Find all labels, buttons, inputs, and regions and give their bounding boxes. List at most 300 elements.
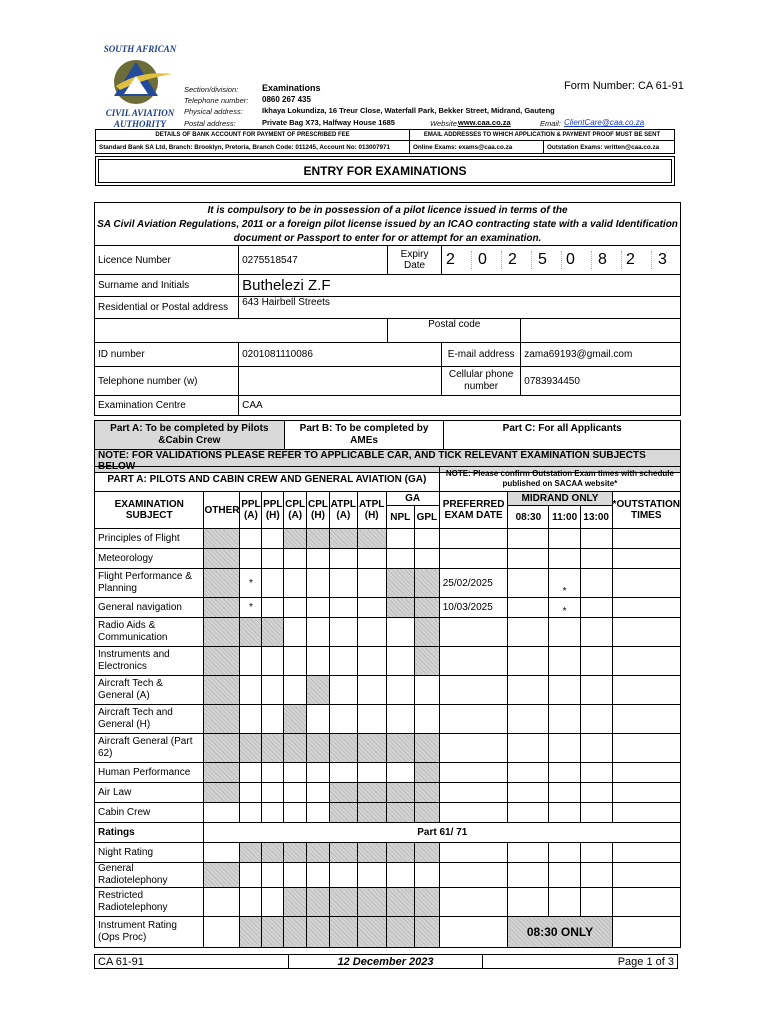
rating-cell[interactable] bbox=[415, 863, 440, 888]
subject-cell[interactable] bbox=[580, 549, 612, 569]
rating-cell[interactable] bbox=[357, 863, 386, 888]
subject-cell[interactable] bbox=[204, 734, 240, 763]
subject-cell[interactable] bbox=[580, 569, 612, 598]
rating-cell[interactable] bbox=[357, 843, 386, 863]
website-label: Website: bbox=[430, 119, 460, 128]
col-ppl-a: PPL (A) bbox=[240, 492, 262, 529]
rating-row bbox=[95, 888, 681, 917]
expiry-digit: 0 bbox=[562, 251, 592, 269]
subject-cell[interactable] bbox=[307, 705, 330, 734]
rating-cell[interactable] bbox=[508, 843, 549, 863]
time-1100-tick[interactable]: * bbox=[549, 569, 581, 598]
subject-cell[interactable] bbox=[580, 676, 612, 705]
subject-cell[interactable] bbox=[329, 647, 357, 676]
col-ppl-h: PPL (H) bbox=[262, 492, 284, 529]
rating-cell[interactable] bbox=[262, 843, 284, 863]
subject-cell[interactable] bbox=[307, 763, 330, 783]
subject-cell[interactable] bbox=[329, 763, 357, 783]
preferred-date[interactable] bbox=[439, 705, 508, 734]
subject-cell[interactable] bbox=[415, 705, 440, 734]
subject-cell[interactable] bbox=[284, 569, 307, 598]
expiry-label: Expiry Date bbox=[388, 246, 442, 275]
time-1100-tick[interactable]: * bbox=[549, 598, 581, 618]
subject-cell[interactable] bbox=[204, 598, 240, 618]
surname-field[interactable]: Buthelezi Z.F bbox=[239, 275, 681, 297]
col-gpl: GPL bbox=[415, 506, 440, 529]
subject-name: Flight Performance & Planning bbox=[95, 569, 204, 598]
subject-cell[interactable] bbox=[508, 618, 549, 647]
footer-page: Page 1 of 3 bbox=[483, 955, 678, 969]
ppl-a-tick[interactable] bbox=[240, 549, 262, 569]
subject-cell[interactable] bbox=[508, 734, 549, 763]
subject-cell[interactable] bbox=[262, 705, 284, 734]
rating-cell[interactable] bbox=[439, 863, 508, 888]
subject-cell[interactable] bbox=[307, 647, 330, 676]
intro-line-3: document or Passport to enter for or attempt for an examination. bbox=[233, 233, 542, 244]
subject-cell[interactable] bbox=[612, 549, 680, 569]
preferred-date[interactable]: 10/03/2025 bbox=[439, 598, 508, 618]
col-subject: EXAMINATION SUBJECT bbox=[95, 492, 204, 529]
address-line-2[interactable] bbox=[95, 319, 388, 343]
footer-form: CA 61-91 bbox=[95, 955, 289, 969]
rating-cell[interactable] bbox=[549, 888, 581, 917]
surname-label: Surname and Initials bbox=[95, 275, 239, 297]
subject-cell[interactable] bbox=[329, 734, 357, 763]
subject-cell[interactable] bbox=[612, 705, 680, 734]
postal-code-label: Postal code bbox=[388, 319, 521, 343]
subject-name: General navigation bbox=[95, 598, 204, 618]
ppl-a-tick[interactable] bbox=[240, 734, 262, 763]
rating-cell[interactable] bbox=[386, 888, 414, 917]
caa-logo bbox=[106, 56, 174, 108]
col-cpl-a: CPL (A) bbox=[284, 492, 307, 529]
rating-cell[interactable] bbox=[386, 917, 414, 948]
subject-cell[interactable] bbox=[612, 598, 680, 618]
rating-name: Instrument Rating (Ops Proc) bbox=[95, 917, 204, 948]
rating-cell[interactable] bbox=[549, 863, 581, 888]
cell-label: Cellular phone number bbox=[441, 367, 520, 396]
telephone-value: 0860 267 435 bbox=[262, 95, 311, 104]
rating-cell[interactable] bbox=[386, 843, 414, 863]
licence-label: Licence Number bbox=[95, 246, 239, 275]
col-time-1300: 13:00 bbox=[580, 506, 612, 529]
email-link[interactable]: ClientCare@caa.co.za bbox=[564, 118, 645, 127]
subject-cell[interactable] bbox=[357, 705, 386, 734]
address-field[interactable]: 643 Hairbell Streets bbox=[239, 297, 681, 319]
rating-cell[interactable] bbox=[508, 863, 549, 888]
time-1100-tick[interactable] bbox=[549, 803, 581, 823]
bank-heading: DETAILS OF BANK ACCOUNT FOR PAYMENT OF PRESCRIBED FEE bbox=[96, 130, 410, 141]
email-field[interactable]: zama69193@gmail.com bbox=[521, 343, 681, 367]
subject-cell[interactable] bbox=[508, 783, 549, 803]
rating-cell[interactable] bbox=[329, 863, 357, 888]
expiry-digit: 2 bbox=[502, 251, 532, 269]
rating-cell[interactable] bbox=[284, 843, 307, 863]
subject-cell[interactable] bbox=[284, 763, 307, 783]
ppl-a-tick[interactable] bbox=[240, 803, 262, 823]
preferred-date[interactable] bbox=[439, 647, 508, 676]
subject-cell[interactable] bbox=[357, 803, 386, 823]
subject-cell[interactable] bbox=[580, 618, 612, 647]
subject-cell[interactable] bbox=[329, 705, 357, 734]
subject-cell[interactable] bbox=[204, 676, 240, 705]
subject-cell[interactable] bbox=[415, 676, 440, 705]
preferred-date[interactable] bbox=[439, 734, 508, 763]
subject-cell[interactable] bbox=[284, 529, 307, 549]
subject-cell[interactable] bbox=[612, 618, 680, 647]
time-1100-tick[interactable] bbox=[549, 676, 581, 705]
part-c-label: Part C: For all Applicants bbox=[444, 421, 681, 450]
subject-cell[interactable] bbox=[329, 676, 357, 705]
intro-line-2: SA Civil Aviation Regulations, 2011 or a foreign pilot license issued by an ICAO contracting state with a valid Identification bbox=[97, 219, 678, 230]
rating-cell[interactable] bbox=[415, 917, 440, 948]
subject-cell[interactable] bbox=[262, 734, 284, 763]
subject-cell[interactable] bbox=[307, 529, 330, 549]
expiry-date-field[interactable] bbox=[441, 246, 680, 275]
cell-field[interactable]: 0783934450 bbox=[521, 367, 681, 396]
rating-cell[interactable] bbox=[357, 888, 386, 917]
rating-cell[interactable] bbox=[240, 843, 262, 863]
subject-cell[interactable] bbox=[612, 676, 680, 705]
time-1100-tick[interactable] bbox=[549, 763, 581, 783]
subject-cell[interactable] bbox=[386, 734, 414, 763]
subject-name: Principles of Flight bbox=[95, 529, 204, 549]
rating-cell[interactable] bbox=[204, 917, 240, 948]
subject-cell[interactable] bbox=[386, 598, 414, 618]
schedule-note: NOTE: Please confirm Outstation Exam times with schedule published on SACAA website* bbox=[439, 467, 680, 492]
subject-cell[interactable] bbox=[262, 647, 284, 676]
subject-name: Radio Aids & Communication bbox=[95, 618, 204, 647]
expiry-digit: 2 bbox=[622, 251, 652, 269]
subject-cell[interactable] bbox=[329, 549, 357, 569]
subject-cell[interactable] bbox=[386, 647, 414, 676]
rating-cell[interactable] bbox=[415, 888, 440, 917]
subject-cell[interactable] bbox=[307, 618, 330, 647]
expiry-digit: 2 bbox=[442, 251, 472, 269]
rating-cell[interactable] bbox=[329, 888, 357, 917]
subject-cell[interactable] bbox=[612, 763, 680, 783]
rating-cell[interactable] bbox=[262, 917, 284, 948]
subject-cell[interactable] bbox=[508, 598, 549, 618]
rating-cell[interactable] bbox=[204, 888, 240, 917]
subject-cell[interactable] bbox=[284, 783, 307, 803]
subject-row bbox=[95, 705, 681, 734]
rating-row bbox=[95, 843, 681, 863]
subject-cell[interactable] bbox=[357, 529, 386, 549]
licence-number-field[interactable]: 0275518547 bbox=[239, 246, 388, 275]
rating-name: Restricted Radiotelephony bbox=[95, 888, 204, 917]
subject-cell[interactable] bbox=[612, 803, 680, 823]
subject-name: Cabin Crew bbox=[95, 803, 204, 823]
subject-cell[interactable] bbox=[580, 529, 612, 549]
logo-top-text: SOUTH AFRICAN bbox=[103, 44, 177, 54]
subject-cell[interactable] bbox=[580, 803, 612, 823]
subject-cell[interactable] bbox=[262, 618, 284, 647]
subject-cell[interactable] bbox=[386, 763, 414, 783]
rating-cell[interactable] bbox=[415, 843, 440, 863]
logo-bottom-text-1: CIVIL AVIATION bbox=[105, 108, 175, 118]
rating-cell[interactable] bbox=[549, 843, 581, 863]
rating-cell[interactable] bbox=[612, 888, 680, 917]
subject-cell[interactable] bbox=[307, 569, 330, 598]
subject-cell[interactable] bbox=[307, 734, 330, 763]
ppl-a-tick[interactable] bbox=[240, 763, 262, 783]
subject-cell[interactable] bbox=[307, 549, 330, 569]
subject-cell[interactable] bbox=[284, 705, 307, 734]
subject-cell[interactable] bbox=[508, 647, 549, 676]
tel-field[interactable] bbox=[239, 367, 442, 396]
subject-cell[interactable] bbox=[386, 783, 414, 803]
rating-cell[interactable] bbox=[612, 863, 680, 888]
id-number-field[interactable]: 0201081110086 bbox=[239, 343, 442, 367]
subject-cell[interactable] bbox=[508, 763, 549, 783]
time-1100-tick[interactable] bbox=[549, 549, 581, 569]
subject-cell[interactable] bbox=[329, 618, 357, 647]
centre-label: Examination Centre bbox=[95, 396, 239, 416]
rating-cell[interactable] bbox=[329, 843, 357, 863]
subject-cell[interactable] bbox=[612, 569, 680, 598]
preferred-date[interactable] bbox=[439, 763, 508, 783]
rating-cell[interactable] bbox=[580, 888, 612, 917]
website-link[interactable]: www.caa.co.za bbox=[458, 118, 511, 127]
subject-cell[interactable] bbox=[580, 783, 612, 803]
subject-cell[interactable] bbox=[386, 549, 414, 569]
subject-cell[interactable] bbox=[508, 529, 549, 549]
preferred-date[interactable] bbox=[439, 529, 508, 549]
validation-note: NOTE: FOR VALIDATIONS PLEASE REFER TO APPLICABLE CAR, AND TICK RELEVANT EXAMINATION SUBJECTS BELOW bbox=[95, 450, 681, 473]
subject-cell[interactable] bbox=[262, 803, 284, 823]
rating-cell[interactable] bbox=[307, 843, 330, 863]
rating-cell[interactable] bbox=[284, 888, 307, 917]
time-1100-tick[interactable] bbox=[549, 783, 581, 803]
ppl-a-tick[interactable]: * bbox=[240, 569, 262, 598]
col-time-1100: 11:00 bbox=[549, 506, 581, 529]
ppl-a-tick[interactable] bbox=[240, 618, 262, 647]
subject-cell[interactable] bbox=[204, 705, 240, 734]
subject-name: Instruments and Electronics bbox=[95, 647, 204, 676]
subject-cell[interactable] bbox=[262, 783, 284, 803]
subject-cell[interactable] bbox=[357, 647, 386, 676]
subject-cell[interactable] bbox=[307, 676, 330, 705]
subject-cell[interactable] bbox=[386, 569, 414, 598]
subject-cell[interactable] bbox=[580, 705, 612, 734]
tel-label: Telephone number (w) bbox=[95, 367, 239, 396]
rating-cell[interactable] bbox=[612, 917, 680, 948]
rating-cell[interactable] bbox=[262, 863, 284, 888]
subject-cell[interactable] bbox=[415, 598, 440, 618]
form-title: ENTRY FOR EXAMINATIONS bbox=[303, 164, 467, 178]
subject-cell[interactable] bbox=[386, 529, 414, 549]
subject-cell[interactable] bbox=[415, 529, 440, 549]
time-1100-tick[interactable] bbox=[549, 618, 581, 647]
preferred-date[interactable] bbox=[439, 803, 508, 823]
preferred-date[interactable] bbox=[439, 549, 508, 569]
ppl-a-tick[interactable] bbox=[240, 705, 262, 734]
rating-cell[interactable] bbox=[580, 863, 612, 888]
rating-cell[interactable] bbox=[204, 843, 240, 863]
subject-cell[interactable] bbox=[204, 647, 240, 676]
subject-cell[interactable] bbox=[357, 676, 386, 705]
subject-cell[interactable] bbox=[415, 647, 440, 676]
rating-cell[interactable] bbox=[329, 917, 357, 948]
subject-cell[interactable] bbox=[415, 569, 440, 598]
time-1100-tick[interactable] bbox=[549, 705, 581, 734]
rating-cell[interactable] bbox=[307, 917, 330, 948]
col-midrand: MIDRAND ONLY bbox=[508, 492, 612, 506]
ratings-label: Ratings bbox=[95, 823, 204, 843]
subject-cell[interactable] bbox=[612, 529, 680, 549]
subject-cell[interactable] bbox=[357, 783, 386, 803]
subject-cell[interactable] bbox=[284, 549, 307, 569]
subject-cell[interactable] bbox=[204, 618, 240, 647]
subject-cell[interactable] bbox=[357, 598, 386, 618]
postal-code-field[interactable] bbox=[521, 319, 681, 343]
subject-cell[interactable] bbox=[357, 569, 386, 598]
subject-cell[interactable] bbox=[262, 569, 284, 598]
rating-cell[interactable] bbox=[307, 888, 330, 917]
subject-cell[interactable] bbox=[580, 763, 612, 783]
rating-cell[interactable] bbox=[357, 917, 386, 948]
subject-name: Meteorology bbox=[95, 549, 204, 569]
rating-cell[interactable] bbox=[284, 863, 307, 888]
subject-cell[interactable] bbox=[415, 783, 440, 803]
rating-cell[interactable] bbox=[439, 917, 508, 948]
subject-cell[interactable] bbox=[329, 783, 357, 803]
subject-cell[interactable] bbox=[307, 803, 330, 823]
time-1100-tick[interactable] bbox=[549, 647, 581, 676]
ratings-part: Part 61/ 71 bbox=[204, 823, 681, 843]
subject-cell[interactable] bbox=[508, 803, 549, 823]
subject-cell[interactable] bbox=[284, 647, 307, 676]
physical-value: Ikhaya Lokundiza, 16 Treur Close, Waterfall Park, Bekker Street, Midrand, Gauteng bbox=[262, 106, 555, 115]
subject-name: Human Performance bbox=[95, 763, 204, 783]
applicant-table bbox=[94, 245, 681, 416]
rating-cell[interactable] bbox=[204, 863, 240, 888]
preferred-date[interactable] bbox=[439, 783, 508, 803]
subject-cell[interactable] bbox=[386, 803, 414, 823]
subject-cell[interactable] bbox=[329, 529, 357, 549]
subject-cell[interactable] bbox=[204, 569, 240, 598]
subject-cell[interactable] bbox=[580, 734, 612, 763]
subject-cell[interactable] bbox=[415, 763, 440, 783]
preferred-date[interactable]: 25/02/2025 bbox=[439, 569, 508, 598]
rating-cell[interactable] bbox=[386, 863, 414, 888]
ppl-a-tick[interactable] bbox=[240, 647, 262, 676]
subject-cell[interactable] bbox=[580, 647, 612, 676]
rating-cell[interactable] bbox=[240, 917, 262, 948]
rating-cell[interactable] bbox=[307, 863, 330, 888]
rating-cell[interactable] bbox=[284, 917, 307, 948]
subject-cell[interactable] bbox=[386, 618, 414, 647]
subject-cell[interactable] bbox=[580, 598, 612, 618]
rating-cell[interactable] bbox=[262, 888, 284, 917]
subject-cell[interactable] bbox=[284, 598, 307, 618]
subject-cell[interactable] bbox=[329, 569, 357, 598]
subject-cell[interactable] bbox=[307, 598, 330, 618]
subject-cell[interactable] bbox=[284, 803, 307, 823]
subject-cell[interactable] bbox=[386, 705, 414, 734]
subject-cell[interactable] bbox=[204, 529, 240, 549]
subject-cell[interactable] bbox=[357, 549, 386, 569]
rating-cell[interactable] bbox=[439, 843, 508, 863]
rating-cell[interactable] bbox=[439, 888, 508, 917]
subject-cell[interactable] bbox=[508, 549, 549, 569]
subject-cell[interactable] bbox=[329, 598, 357, 618]
subject-cell[interactable] bbox=[357, 763, 386, 783]
col-other: OTHER bbox=[204, 492, 240, 529]
subject-name: Aircraft Tech and General (H) bbox=[95, 705, 204, 734]
rating-row bbox=[95, 863, 681, 888]
subject-name: Aircraft General (Part 62) bbox=[95, 734, 204, 763]
subject-cell[interactable] bbox=[262, 598, 284, 618]
subject-cell[interactable] bbox=[262, 763, 284, 783]
outstation-exams-email: Outstation Exams: written@caa.co.za bbox=[544, 141, 675, 154]
preferred-date[interactable] bbox=[439, 676, 508, 705]
subject-cell[interactable] bbox=[329, 803, 357, 823]
subject-cell[interactable] bbox=[204, 803, 240, 823]
subject-cell[interactable] bbox=[415, 618, 440, 647]
rating-cell[interactable] bbox=[240, 888, 262, 917]
subject-cell[interactable] bbox=[508, 705, 549, 734]
intro-line-1: It is compulsory to be in possession of a pilot licence issued in terms of the bbox=[207, 205, 568, 216]
subject-cell[interactable] bbox=[262, 549, 284, 569]
bank-details: Standard Bank SA Ltd, Branch: Brooklyn, Pretoria, Branch Code: 011245, Account No: 013007971 bbox=[96, 141, 410, 154]
form-number: Form Number: CA 61-91 bbox=[564, 80, 684, 92]
subject-cell[interactable] bbox=[415, 734, 440, 763]
subject-row bbox=[95, 803, 681, 823]
ppl-a-tick[interactable]: * bbox=[240, 598, 262, 618]
rating-name: General Radiotelephony bbox=[95, 863, 204, 888]
subject-cell[interactable] bbox=[357, 618, 386, 647]
section-value: Examinations bbox=[262, 83, 321, 93]
subject-cell[interactable] bbox=[284, 734, 307, 763]
subject-cell[interactable] bbox=[508, 569, 549, 598]
ppl-a-tick[interactable] bbox=[240, 529, 262, 549]
subject-cell[interactable] bbox=[307, 783, 330, 803]
ppl-a-tick[interactable] bbox=[240, 783, 262, 803]
rating-cell[interactable] bbox=[508, 888, 549, 917]
footer-date: 12 December 2023 bbox=[289, 955, 483, 969]
time-1100-tick[interactable] bbox=[549, 529, 581, 549]
time-1100-tick[interactable] bbox=[549, 734, 581, 763]
subject-cell[interactable] bbox=[415, 803, 440, 823]
bank-details-table bbox=[95, 129, 675, 154]
subject-cell[interactable] bbox=[204, 549, 240, 569]
subject-cell[interactable] bbox=[357, 734, 386, 763]
subject-name: Aircraft Tech & General (A) bbox=[95, 676, 204, 705]
subject-cell[interactable] bbox=[415, 549, 440, 569]
preferred-date[interactable] bbox=[439, 618, 508, 647]
subject-cell[interactable] bbox=[612, 783, 680, 803]
ppl-a-tick[interactable] bbox=[240, 676, 262, 705]
subject-cell[interactable] bbox=[284, 618, 307, 647]
subject-cell[interactable] bbox=[386, 676, 414, 705]
col-cpl-h: CPL (H) bbox=[307, 492, 330, 529]
subject-cell[interactable] bbox=[204, 783, 240, 803]
id-label: ID number bbox=[95, 343, 239, 367]
subject-cell[interactable] bbox=[204, 763, 240, 783]
subject-cell[interactable] bbox=[612, 734, 680, 763]
subject-cell[interactable] bbox=[262, 529, 284, 549]
rating-cell[interactable] bbox=[612, 843, 680, 863]
subject-cell[interactable] bbox=[508, 676, 549, 705]
subject-cell[interactable] bbox=[612, 647, 680, 676]
subject-cell[interactable] bbox=[262, 676, 284, 705]
centre-field[interactable]: CAA bbox=[239, 396, 681, 416]
rating-cell[interactable] bbox=[240, 863, 262, 888]
subject-cell[interactable] bbox=[284, 676, 307, 705]
rating-cell[interactable] bbox=[580, 843, 612, 863]
